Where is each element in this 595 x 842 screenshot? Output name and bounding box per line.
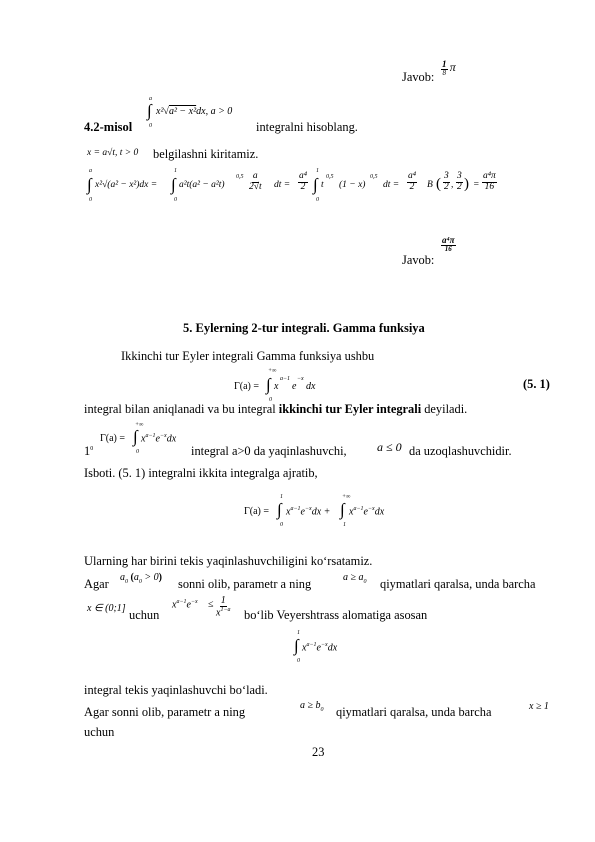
example-integrand: x²√a² − x²dx, a > 0 bbox=[156, 106, 233, 117]
item-1-formula: Γ(a) = +∞ ∫ 0 $x^{a-1}e^{-x}dx$ bbox=[100, 422, 177, 455]
agar-2-post: qiymatlari qaralsa, unda barcha bbox=[336, 705, 492, 719]
proof-line: Isboti. (5. 1) integralni ikkita integralga ajratib, bbox=[84, 466, 318, 480]
definition-line: integral bilan aniqlanadi va bu integral ikkinchi tur Eyler integrali deyiladi. bbox=[84, 402, 468, 416]
answer-1-num: 1 bbox=[442, 59, 447, 70]
intro-text: Ikkinchi tur Eyler integrali Gamma funksiya ushbu bbox=[121, 349, 375, 363]
example-lower: 0 bbox=[149, 123, 152, 129]
answer-label: Javob: bbox=[402, 70, 435, 84]
integral-0-1: 1 ∫ 0 $x^{a-1}e^{-x}dx$ bbox=[294, 630, 338, 664]
answer-1-pi: π bbox=[449, 60, 456, 74]
answer-2-den: 16 bbox=[444, 245, 452, 253]
agar-2-pre: Agar sonni olib, parametr a ning bbox=[84, 705, 246, 719]
equation-number: (5. 1) bbox=[523, 377, 550, 391]
substitution-formula: x = a√t, t > 0 bbox=[87, 148, 139, 158]
item-1-number: $1^0$ bbox=[84, 444, 94, 458]
answer-2-label: Javob: bbox=[402, 253, 435, 267]
uchun-1-word: uchun bbox=[129, 608, 160, 622]
example-title: 4.2-misol bbox=[84, 120, 133, 134]
uchun-2: uchun bbox=[84, 725, 115, 739]
answer-1 bbox=[402, 70, 434, 85]
agar-2-cond: x ≥ 1 bbox=[529, 701, 549, 712]
page-number: 23 bbox=[312, 745, 325, 759]
integral-sign: ∫ bbox=[147, 101, 152, 120]
uchun-1-set: x ∈ (0;1] bbox=[87, 603, 126, 614]
agar-1-ineq: $a \ge a_0$ bbox=[343, 572, 367, 585]
answer-2-value bbox=[441, 236, 456, 253]
example-instruction: integralni hisoblang. bbox=[256, 120, 358, 134]
uchun-1-ineq: $x^{a-1}e^{-x}$ ≤ $\frac{1}{x^{1-a}}$ bbox=[172, 595, 231, 619]
agar-1-mid: sonni olib, parametr a ning bbox=[178, 577, 312, 591]
answer-2-num: a⁴π bbox=[442, 235, 455, 245]
agar-1-post: qiymatlari qaralsa, unda barcha bbox=[380, 577, 536, 591]
item-1-text: integral a>0 da yaqinlashuvchi, bbox=[191, 444, 347, 458]
uniform-line: Ularning har birini tekis yaqinlashuvchiligini ko‘rsatamiz. bbox=[84, 554, 373, 568]
uchun-1-post: bo‘lib Veyershtrass alomatiga asosan bbox=[244, 608, 428, 622]
gamma-split: Γ(a) = 1 ∫ 0 $x^{a-1}e^{-x}dx$ + +∞ ∫ 1 $x^{a-1}e^{-x}dx$ bbox=[244, 494, 385, 528]
section-title: 5. Eylerning 2-tur integrali. Gamma funksiya bbox=[183, 321, 425, 335]
example-upper: a bbox=[149, 96, 152, 102]
agar-1-pre: Agar bbox=[84, 577, 109, 591]
answer-1-den: 8 bbox=[442, 69, 446, 78]
solution-equation: a ∫ 0 x²√(a² − x²)dx = 1 ∫ 0 a²t(a² − a²t) 0,5 $\frac{a}{2√t}$ dt = $\frac{\text{a⁴}}{2}$ 1 ∫ 0 t 0,5 (1 − x) 0,5 dt = $\frac{\text{a⁴}}{2}$ B ( $\frac{3}{2}$ , $\frac{3}{2}$ ) = $\frac{\text{a⁴π}}{16}$ bbox=[87, 168, 496, 203]
item-1-condition: a ≤ 0 bbox=[377, 440, 402, 454]
answer-1-value bbox=[441, 60, 456, 77]
gamma-definition: Γ(a) = +∞ ∫ 0 x a−1 e −x dx bbox=[234, 368, 316, 403]
tekis-line: integral tekis yaqinlashuvchi bo‘ladi. bbox=[84, 683, 268, 697]
item-1-text2: da uzoqlashuvchidir. bbox=[409, 444, 512, 458]
substitution-text: belgilashni kiritamiz. bbox=[153, 147, 259, 161]
agar-2-ineq: $a \ge b_0$ bbox=[300, 700, 324, 713]
agar-1-a0: $a_0$ $(a_0 > 0)$ bbox=[120, 572, 162, 585]
